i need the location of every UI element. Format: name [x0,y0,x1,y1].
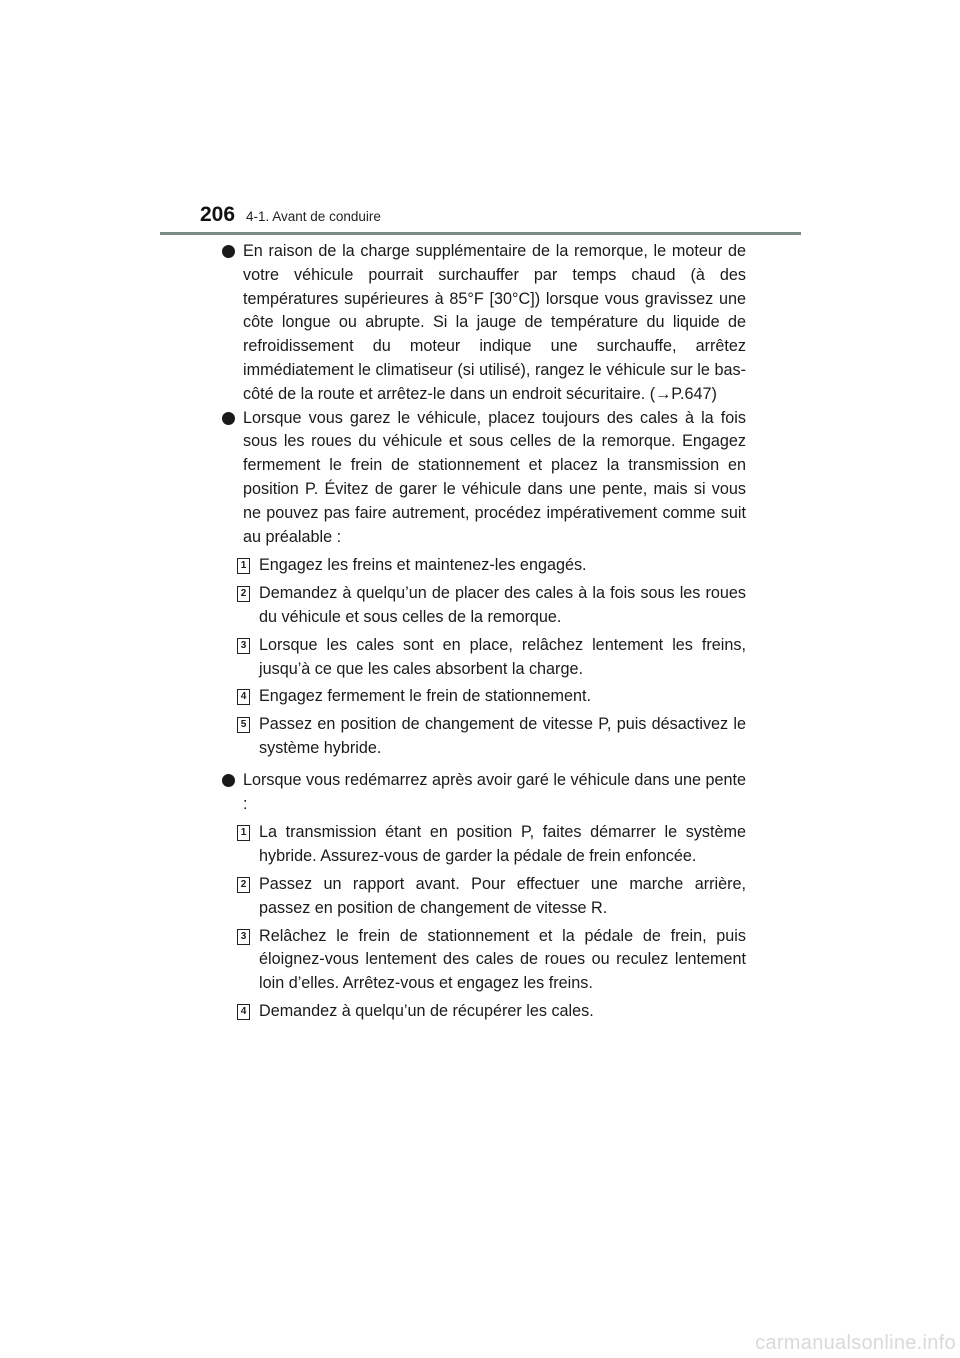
bullet-paragraph [222,240,746,407]
step-item [222,1000,746,1024]
bullet-icon [222,774,235,787]
bullet-paragraph [222,769,746,817]
watermark: carmanualsonline.info [755,1332,956,1354]
step-number-icon: 3 [237,638,250,654]
step-text: Passez en position de changement de vitesse P, puis désactivez le système hybride. [259,715,746,757]
bullet-text: En raison de la charge supplémentaire de la remorque, le moteur de votre véhicule pourrait surchauffer par temps chaud (à des températures supérieures à 85°F [30°C]) lorsque vous gravissez une côte longue ou abrupte. Si la jauge de température du liquide de refroidissement du moteur indique une surchauffe, arrêtez immédiatement le climatiseur (si utilisé), rangez le véhicule sur le bas-côté de la route et arrêtez-le dans un endroit sécuritaire. (→P.647) [243,242,746,403]
bullet-text: Lorsque vous garez le véhicule, placez toujours des cales à la fois sous les roues du véhicule et sous celles de la remorque. Engagez fermement le frein de stationnement et placez la transmission en position P. Évitez de garer le véhicule dans une pente, mais si vous ne pouvez pas faire autrement, procédez impérativement comme suit au préalable : [243,408,746,546]
step-number-icon: 1 [237,558,250,574]
step-item [222,821,746,869]
step-item [222,713,746,761]
header-divider [160,232,801,235]
step-text: Demandez à quelqu’un de récupérer les cales. [259,1001,594,1020]
step-number-icon: 2 [237,586,250,602]
step-number-icon: 5 [237,717,250,733]
bullet-icon [222,245,235,258]
step-list [222,554,746,760]
step-number-icon: 2 [237,877,250,893]
step-number-icon: 3 [237,929,250,945]
bullet-icon [222,412,235,425]
step-text: Engagez fermement le frein de stationnement. [259,687,592,706]
step-text: Passez un rapport avant. Pour effectuer une marche arrière, passez en position de changement de vitesse R. [259,874,746,917]
step-number-icon: 4 [237,1004,250,1020]
step-text: La transmission étant en position P, faites démarrer le système hybride. Assurez-vous de garder la pédale de frein enfoncée. [259,823,746,866]
step-item [222,582,746,630]
step-text: Relâchez le frein de stationnement et la pédale de frein, puis éloignez-vous lentement des cales de roues ou reculez lentement loin d’elles. Arrêtez-vous et engagez les freins. [259,926,746,993]
page-number: 206 [200,203,236,226]
bullet-text: Lorsque vous redémarrez après avoir garé le véhicule dans une pente : [243,770,747,813]
section-title: 4-1. Avant de conduire [246,209,381,224]
step-item [222,634,746,682]
step-item [222,685,746,709]
bullet-paragraph [222,407,746,550]
step-list [222,821,746,1023]
step-number-icon: 4 [237,689,250,705]
step-text: Engagez les freins et maintenez-les engagés. [259,556,587,575]
step-item [222,925,746,996]
step-text: Demandez à quelqu’un de placer des cales à la fois sous les roues du véhicule et sous celles de la remorque. [259,584,746,626]
step-text: Lorsque les cales sont en place, relâchez lentement les freins, jusqu’à ce que les cales absorbent la charge. [259,635,746,678]
step-item [222,554,746,578]
step-number-icon: 1 [237,825,250,841]
page-body [222,240,746,1032]
step-item [222,873,746,921]
